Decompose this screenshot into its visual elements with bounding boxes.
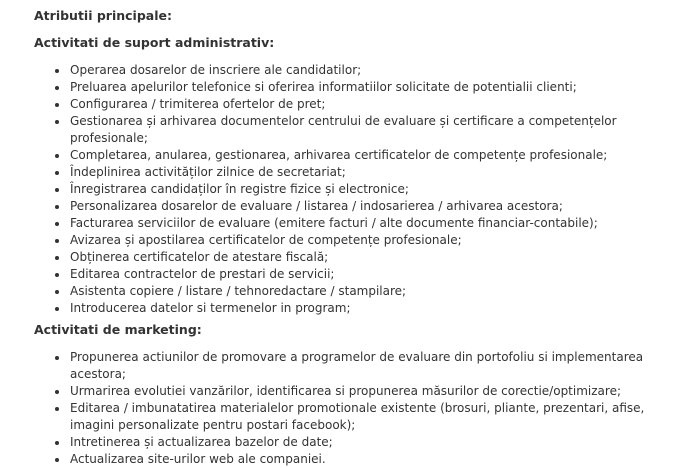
list-item: Introducerea datelor si termenelor in program; <box>34 300 686 317</box>
bullet-icon <box>55 171 59 175</box>
list-item: Editarea contractelor de prestari de servicii; <box>34 266 686 283</box>
list-item: Obținerea certificatelor de atestare fiscală; <box>34 249 686 266</box>
marketing-activities-list <box>34 349 694 468</box>
bullet-icon <box>55 290 59 294</box>
list-item: Gestionarea și arhivarea documentelor centrului de evaluare și certificare a competențelor profesionale; <box>34 113 686 147</box>
bullet-icon <box>55 390 59 394</box>
bullet-icon <box>55 356 59 360</box>
list-item: Operarea dosarelor de inscriere ale candidatilor; <box>34 62 686 79</box>
list-item: Preluarea apelurilor telefonice si oferirea informatiilor solicitate de potentialii clienti; <box>34 79 686 96</box>
bullet-icon <box>55 188 59 192</box>
bullet-icon <box>55 69 59 73</box>
main-heading: Atributii principale: <box>34 8 172 23</box>
list-item: Înregistrarea candidaților în registre fizice și electronice; <box>34 181 686 198</box>
list-item: Intretinerea și actualizarea bazelor de date; <box>34 434 686 451</box>
admin-section-heading: Activitati de suport administrativ: <box>34 35 275 50</box>
list-item: Completarea, anularea, gestionarea, arhivarea certificatelor de competențe profesionale; <box>34 147 686 164</box>
bullet-icon <box>55 86 59 90</box>
bullet-icon <box>55 103 59 107</box>
bullet-icon <box>55 154 59 158</box>
list-item: Actualizarea site-urilor web ale companiei. <box>34 451 686 468</box>
list-item: Facturarea serviciilor de evaluare (emitere facturi / alte documente financiar-contabile); <box>34 215 686 232</box>
marketing-section-heading: Activitati de marketing: <box>34 322 202 337</box>
admin-activities-list <box>34 62 694 317</box>
bullet-icon <box>55 307 59 311</box>
list-item: Urmarirea evolutiei vanzărilor, identificarea si propunerea măsurilor de corectie/optimizare; <box>34 383 686 400</box>
bullet-icon <box>55 120 59 124</box>
bullet-icon <box>55 256 59 260</box>
bullet-icon <box>55 441 59 445</box>
bullet-icon <box>55 222 59 226</box>
list-item: Îndeplinirea activităților zilnice de secretariat; <box>34 164 686 181</box>
list-item: Editarea / imbunatatirea materialelor promotionale existente (brosuri, pliante, prezentari, afise, imagini personalizate pentru postari facebook); <box>34 400 686 434</box>
list-item: Personalizarea dosarelor de evaluare / listarea / indosarierea / arhivarea acestora; <box>34 198 686 215</box>
list-item: Asistenta copiere / listare / tehnoredactare / stampilare; <box>34 283 686 300</box>
bullet-icon <box>55 407 59 411</box>
bullet-icon <box>55 458 59 462</box>
list-item: Configurarea / trimiterea ofertelor de pret; <box>34 96 686 113</box>
bullet-icon <box>55 273 59 277</box>
list-item: Avizarea și apostilarea certificatelor de competențe profesionale; <box>34 232 686 249</box>
list-item: Propunerea actiunilor de promovare a programelor de evaluare din portofoliu si implementarea acestora; <box>34 349 686 383</box>
bullet-icon <box>55 205 59 209</box>
bullet-icon <box>55 239 59 243</box>
